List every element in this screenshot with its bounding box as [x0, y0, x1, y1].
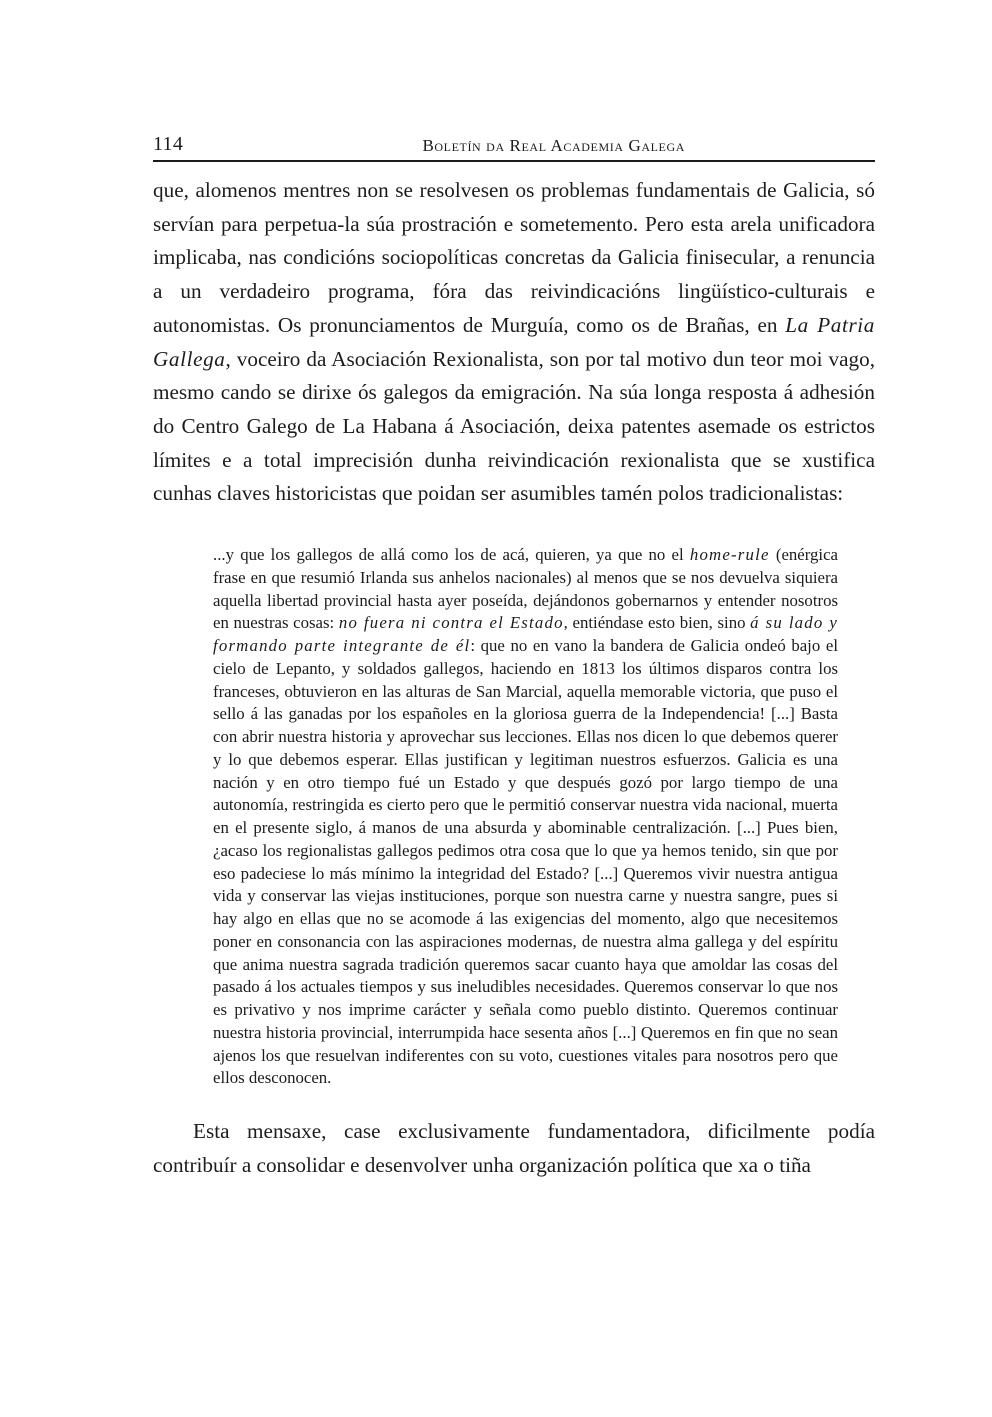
body-paragraph [153, 174, 875, 511]
block-quote [213, 544, 838, 1090]
quote-text: ...y que los gallegos de allá como los de acá, quieren, ya que no el [213, 545, 690, 565]
newspaper-title: La Patria Gallega [153, 312, 875, 371]
quote-text: (enérgica frase en que resumió Irlanda sus anhelos nacionales) al menos que se nos devuelva siquiera aquella libertad provincial hasta ayer poseída, dejándonos gobernarnos y entender nosotros en nuestras cosas: [213, 545, 838, 633]
page-number: 114 [153, 133, 184, 155]
quote-italic: á su lado y formando parte integrante de él [213, 613, 838, 656]
paragraph-text: que, alomenos mentres non se resolvesen os problemas fundamentais de Galicia, só servían para perpetua-la súa prostración e sometemento. Pero esta arela unificadora implicaba, nas condicións sociopolíticas concretas da Galicia finisecular, a renuncia a un verdadeiro programa, fóra das reivindicacións lingüístico-culturais e autonomistas. Os pronunciamentos de Murguía, como os de Brañas, en [153, 178, 875, 337]
body-paragraph: Esta mensaxe, case exclusivamente fundamentadora, dificilmente podía contribuír a consolidar e desenvolver unha organización política que xa o tiña [153, 1119, 875, 1177]
paragraph-text: , voceiro da Asociación Rexionalista, son por tal motivo dun teor moi vago, mesmo cando se dirixe ós galegos da emigración. Na súa longa resposta á adhesión do Centro Galego de La Habana á Asociación, deixa patentes asemade os estrictos límites e a total imprecisión dunha reivindicación rexionalista que se xustifica cunhas claves historicistas que poidan ser asumibles tamén polos tradicionalistas: [153, 346, 875, 506]
running-head: Boletín da Real Academia Galega [422, 136, 685, 155]
quote-italic: home-rule [689, 545, 770, 565]
quote-italic: no fuera ni contra el Estado [338, 613, 564, 633]
quote-text: : que no en vano la bandera de Galicia ondeó bajo el cielo de Lepanto, y soldados gallegos, haciendo en 1813 los últimos disparos contra los franceses, obtuvieron en las alturas de San Marcial, aquella memorable victoria, que puso el sello á las ganadas por los españoles en la gloriosa guerra de la Independencia! [...] Basta con abrir nuestra historia y aprovechar sus lecciones. Ellas nos dicen lo que debemos querer y lo que debemos esperar. Ellas justifican y legitiman nuestros esfuerzos. Galicia es una nación y en otro tiempo fué un Estado y que después gozó por largo tiempo de una autonomía, restringida es cierto pero que le permitió conservar nuestra vida nacional, muerta en el presente siglo, á manos de una absurda y abominable centralización. [...] Pues bien, ¿acaso los regionalistas gallegos pedimos otra cosa que lo que ya hemos tenido, sin que por eso padeciese lo más mínimo la integridad del Estado? [...] Queremos vivir nuestra antigua vida y conservar las viejas instituciones, porque son nuestra carne y nuestra sangre, pues si hay algo en ellas que no se acomode á las exigencias del momento, algo que necesitemos poner en consonancia con las aspiraciones modernas, de nuestra alma gallega y del espíritu que anima nuestra sagrada tradición queremos sacar cuanto haya que amoldar las cosas del pasado á los actuales tiempos y sus ineludibles necesidades. Queremos conservar lo que nos es privativo y nos imprime carácter y señala como pueblo distinto. Queremos continuar nuestra historia provincial, interrumpida hace sesenta años [...] Queremos en fin que no sean ajenos los que resuelvan indiferentes con su voto, cuestiones vitales para nosotros pero que ellos desconocen. [213, 636, 838, 1088]
page-header [153, 130, 875, 162]
document-page [153, 130, 875, 1182]
quote-text: , entiéndase esto bien, sino [563, 613, 751, 633]
